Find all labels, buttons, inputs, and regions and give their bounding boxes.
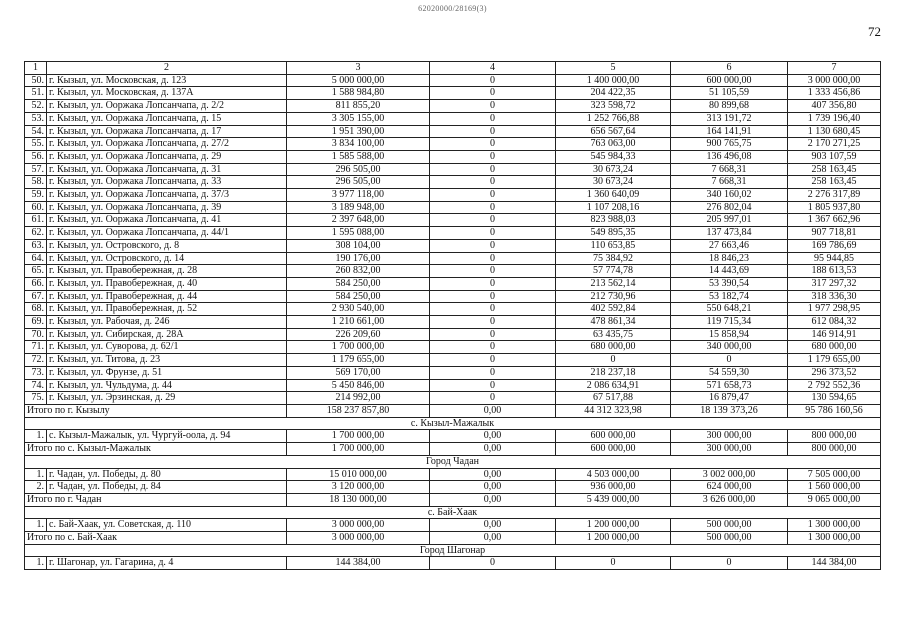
col6-cell: 313 191,72: [671, 112, 788, 125]
col4-cell: 0: [430, 366, 556, 379]
col7-cell: 95 786 160,56: [788, 404, 881, 417]
col6-cell: 624 000,00: [671, 481, 788, 494]
total-cost-cell: 5 450 846,00: [287, 379, 430, 392]
table-row: [25, 379, 881, 392]
section-header-row: [25, 506, 881, 519]
total-cost-cell: 158 237 857,80: [287, 404, 430, 417]
total-cost-cell: 3 834 100,00: [287, 138, 430, 151]
col7-cell: 1 130 680,45: [788, 125, 881, 138]
row-number: 2.: [25, 481, 47, 494]
col4-cell: 0,00: [430, 443, 556, 456]
col5-cell: 63 435,75: [556, 328, 671, 341]
total-row: [25, 404, 881, 417]
col6-cell: 18 846,23: [671, 252, 788, 265]
address-cell: г. Кызыл, ул. Ооржака Лопсанчапа, д. 29: [47, 150, 287, 163]
col4-cell: 0,00: [430, 493, 556, 506]
col7-cell: 1 300 000,00: [788, 519, 881, 532]
col4-cell: 0: [430, 214, 556, 227]
col7-cell: 317 297,32: [788, 277, 881, 290]
col6-cell: 900 765,75: [671, 138, 788, 151]
total-cost-cell: 5 000 000,00: [287, 74, 430, 87]
row-number: 70.: [25, 328, 47, 341]
table-row: [25, 519, 881, 532]
total-cost-cell: 2 397 648,00: [287, 214, 430, 227]
col5-cell: 57 774,78: [556, 265, 671, 278]
address-cell: г. Кызыл, ул. Чульдума, д. 44: [47, 379, 287, 392]
row-number: 53.: [25, 112, 47, 125]
table-row: [25, 252, 881, 265]
col4-cell: 0: [430, 557, 556, 570]
total-cost-cell: 2 930 540,00: [287, 303, 430, 316]
table-row: [25, 125, 881, 138]
total-cost-cell: 811 855,20: [287, 100, 430, 113]
col6-cell: 3 002 000,00: [671, 468, 788, 481]
total-cost-cell: 3 000 000,00: [287, 532, 430, 545]
col6-cell: 18 139 373,26: [671, 404, 788, 417]
table-row: [25, 239, 881, 252]
address-cell: г. Кызыл, ул. Островского, д. 14: [47, 252, 287, 265]
col7-cell: 1 739 196,40: [788, 112, 881, 125]
address-cell: г. Кызыл, ул. Ооржака Лопсанчапа, д. 15: [47, 112, 287, 125]
col7-cell: 7 505 000,00: [788, 468, 881, 481]
address-cell: г. Кызыл, ул. Ооржака Лопсанчапа, д. 2/2: [47, 100, 287, 113]
col7-cell: 903 107,59: [788, 150, 881, 163]
table-row: [25, 87, 881, 100]
col6-cell: 300 000,00: [671, 443, 788, 456]
address-cell: г. Кызыл, ул. Правобережная, д. 52: [47, 303, 287, 316]
col6-cell: 136 496,08: [671, 150, 788, 163]
row-number: 71.: [25, 341, 47, 354]
col6-cell: 51 105,59: [671, 87, 788, 100]
col7-cell: 1 300 000,00: [788, 532, 881, 545]
section-title: с. Бай-Хаак: [25, 506, 881, 519]
col6-cell: 3 626 000,00: [671, 493, 788, 506]
section-header-row: [25, 455, 881, 468]
table-row: [25, 328, 881, 341]
col7-cell: 1 977 298,95: [788, 303, 881, 316]
col5-cell: 402 592,84: [556, 303, 671, 316]
col6-cell: 7 668,31: [671, 163, 788, 176]
col5-cell: 1 400 000,00: [556, 74, 671, 87]
table-row: [25, 392, 881, 405]
col7-cell: 1 805 937,80: [788, 201, 881, 214]
col5-cell: 0: [556, 557, 671, 570]
col6-cell: 550 648,21: [671, 303, 788, 316]
col4-cell: 0: [430, 379, 556, 392]
address-cell: г. Кызыл, ул. Ооржака Лопсанчапа, д. 27/2: [47, 138, 287, 151]
col7-cell: 1 560 000,00: [788, 481, 881, 494]
col5-cell: 204 422,35: [556, 87, 671, 100]
col7-cell: 169 786,69: [788, 239, 881, 252]
col6-cell: 15 858,94: [671, 328, 788, 341]
col4-cell: 0: [430, 150, 556, 163]
total-row: [25, 532, 881, 545]
column-header-4: 4: [430, 62, 556, 75]
col7-cell: 800 000,00: [788, 443, 881, 456]
col7-cell: 907 718,81: [788, 227, 881, 240]
col4-cell: 0: [430, 74, 556, 87]
col5-cell: 545 984,33: [556, 150, 671, 163]
col5-cell: 67 517,88: [556, 392, 671, 405]
table-row: [25, 468, 881, 481]
row-number: 51.: [25, 87, 47, 100]
address-cell: с. Бай-Хаак, ул. Советская, д. 110: [47, 519, 287, 532]
total-cost-cell: 3 120 000,00: [287, 481, 430, 494]
col5-cell: 1 360 640,09: [556, 189, 671, 202]
col4-cell: 0: [430, 392, 556, 405]
row-number: 54.: [25, 125, 47, 138]
row-number: 60.: [25, 201, 47, 214]
total-cost-cell: 214 992,00: [287, 392, 430, 405]
table-row: [25, 150, 881, 163]
col6-cell: 0: [671, 557, 788, 570]
address-cell: г. Кызыл, ул. Островского, д. 8: [47, 239, 287, 252]
col7-cell: 3 000 000,00: [788, 74, 881, 87]
col4-cell: 0,00: [430, 519, 556, 532]
col7-cell: 188 613,53: [788, 265, 881, 278]
col5-cell: 549 895,35: [556, 227, 671, 240]
col6-cell: 205 997,01: [671, 214, 788, 227]
section-header-row: [25, 544, 881, 557]
col5-cell: 110 653,85: [556, 239, 671, 252]
col5-cell: 212 730,96: [556, 290, 671, 303]
column-header-row: [25, 62, 881, 75]
col6-cell: 571 658,73: [671, 379, 788, 392]
total-cost-cell: 15 010 000,00: [287, 468, 430, 481]
row-number: 72.: [25, 354, 47, 367]
col6-cell: 300 000,00: [671, 430, 788, 443]
col5-cell: 2 086 634,91: [556, 379, 671, 392]
col4-cell: 0: [430, 354, 556, 367]
col7-cell: 146 914,91: [788, 328, 881, 341]
col5-cell: 936 000,00: [556, 481, 671, 494]
row-number: 55.: [25, 138, 47, 151]
address-cell: г. Кызыл, ул. Ооржака Лопсанчапа, д. 17: [47, 125, 287, 138]
page-number: 72: [868, 24, 881, 39]
col6-cell: 600 000,00: [671, 74, 788, 87]
col7-cell: 318 336,30: [788, 290, 881, 303]
col7-cell: 2 170 271,25: [788, 138, 881, 151]
address-cell: г. Кызыл, ул. Титова, д. 23: [47, 354, 287, 367]
table-row: [25, 341, 881, 354]
total-cost-cell: 584 250,00: [287, 277, 430, 290]
col7-cell: 2 276 317,89: [788, 189, 881, 202]
total-cost-cell: 144 384,00: [287, 557, 430, 570]
col5-cell: 763 063,00: [556, 138, 671, 151]
col7-cell: 258 163,45: [788, 176, 881, 189]
total-cost-cell: 1 700 000,00: [287, 430, 430, 443]
col4-cell: 0: [430, 341, 556, 354]
total-cost-cell: 1 951 390,00: [287, 125, 430, 138]
table-row: [25, 265, 881, 278]
col5-cell: 75 384,92: [556, 252, 671, 265]
total-cost-cell: 1 700 000,00: [287, 341, 430, 354]
total-cost-cell: 3 305 155,00: [287, 112, 430, 125]
document-header-code: 62020000/28169(3): [418, 4, 487, 13]
col4-cell: 0: [430, 176, 556, 189]
col7-cell: 95 944,85: [788, 252, 881, 265]
row-number: 67.: [25, 290, 47, 303]
address-cell: г. Кызыл, ул. Ооржака Лопсанчапа, д. 33: [47, 176, 287, 189]
total-cost-cell: 260 832,00: [287, 265, 430, 278]
row-number: 1.: [25, 519, 47, 532]
total-cost-cell: 308 104,00: [287, 239, 430, 252]
section-header-row: [25, 417, 881, 430]
col5-cell: 1 200 000,00: [556, 519, 671, 532]
col5-cell: 323 598,72: [556, 100, 671, 113]
col6-cell: 7 668,31: [671, 176, 788, 189]
total-cost-cell: 226 209,60: [287, 328, 430, 341]
col4-cell: 0: [430, 201, 556, 214]
row-number: 73.: [25, 366, 47, 379]
address-cell: г. Кызыл, ул. Рабочая, д. 246: [47, 316, 287, 329]
total-cost-cell: 1 210 661,00: [287, 316, 430, 329]
column-header-1: 1: [25, 62, 47, 75]
col4-cell: 0: [430, 277, 556, 290]
col5-cell: 823 988,03: [556, 214, 671, 227]
table-row: [25, 74, 881, 87]
column-header-5: 5: [556, 62, 671, 75]
col7-cell: 800 000,00: [788, 430, 881, 443]
col6-cell: 14 443,69: [671, 265, 788, 278]
col4-cell: 0: [430, 138, 556, 151]
total-row: [25, 493, 881, 506]
col5-cell: 30 673,24: [556, 176, 671, 189]
housing-repair-table: [24, 61, 881, 570]
col6-cell: 500 000,00: [671, 532, 788, 545]
col5-cell: 478 861,34: [556, 316, 671, 329]
total-cost-cell: 584 250,00: [287, 290, 430, 303]
address-cell: г. Кызыл, ул. Ооржака Лопсанчапа, д. 41: [47, 214, 287, 227]
col4-cell: 0: [430, 316, 556, 329]
row-number: 68.: [25, 303, 47, 316]
row-number: 59.: [25, 189, 47, 202]
total-cost-cell: 296 505,00: [287, 163, 430, 176]
section-title: с. Кызыл-Мажалык: [25, 417, 881, 430]
table-row: [25, 277, 881, 290]
col5-cell: 44 312 323,98: [556, 404, 671, 417]
col4-cell: 0: [430, 112, 556, 125]
row-number: 69.: [25, 316, 47, 329]
table-row: [25, 354, 881, 367]
address-cell: г. Кызыл, ул. Сибирская, д. 28А: [47, 328, 287, 341]
address-cell: с. Кызыл-Мажалык, ул. Чургуй-оола, д. 94: [47, 430, 287, 443]
address-cell: г. Кызыл, ул. Фрунзе, д. 51: [47, 366, 287, 379]
row-number: 62.: [25, 227, 47, 240]
col7-cell: 407 356,80: [788, 100, 881, 113]
address-cell: г. Кызыл, ул. Правобережная, д. 44: [47, 290, 287, 303]
col5-cell: 0: [556, 354, 671, 367]
col6-cell: 54 559,30: [671, 366, 788, 379]
col7-cell: 296 373,52: [788, 366, 881, 379]
address-cell: г. Кызыл, ул. Ооржака Лопсанчапа, д. 44/1: [47, 227, 287, 240]
table-row: [25, 316, 881, 329]
row-number: 74.: [25, 379, 47, 392]
address-cell: г. Чадан, ул. Победы, д. 80: [47, 468, 287, 481]
col4-cell: 0: [430, 265, 556, 278]
address-cell: г. Кызыл, ул. Правобережная, д. 28: [47, 265, 287, 278]
address-cell: г. Кызыл, ул. Московская, д. 123: [47, 74, 287, 87]
col6-cell: 276 802,04: [671, 201, 788, 214]
row-number: 50.: [25, 74, 47, 87]
col5-cell: 600 000,00: [556, 430, 671, 443]
total-cost-cell: 3 977 118,00: [287, 189, 430, 202]
col7-cell: 1 179 655,00: [788, 354, 881, 367]
address-cell: г. Кызыл, ул. Ооржака Лопсанчапа, д. 39: [47, 201, 287, 214]
table-row: [25, 227, 881, 240]
col4-cell: 0: [430, 303, 556, 316]
row-number: 1.: [25, 430, 47, 443]
col4-cell: 0,00: [430, 481, 556, 494]
col4-cell: 0: [430, 163, 556, 176]
total-label: Итого по г. Чадан: [25, 493, 287, 506]
address-cell: г. Кызыл, ул. Ооржака Лопсанчапа, д. 31: [47, 163, 287, 176]
table-row: [25, 557, 881, 570]
section-title: Город Чадан: [25, 455, 881, 468]
table-row: [25, 189, 881, 202]
row-number: 61.: [25, 214, 47, 227]
col6-cell: 340 000,00: [671, 341, 788, 354]
section-title: Город Шагонар: [25, 544, 881, 557]
column-header-6: 6: [671, 62, 788, 75]
col5-cell: 1 200 000,00: [556, 532, 671, 545]
col5-cell: 4 503 000,00: [556, 468, 671, 481]
row-number: 56.: [25, 150, 47, 163]
total-label: Итого по с. Бай-Хаак: [25, 532, 287, 545]
col6-cell: 53 390,54: [671, 277, 788, 290]
col7-cell: 144 384,00: [788, 557, 881, 570]
total-label: Итого по г. Кызылу: [25, 404, 287, 417]
table-row: [25, 201, 881, 214]
row-number: 1.: [25, 557, 47, 570]
row-number: 66.: [25, 277, 47, 290]
total-cost-cell: 1 585 588,00: [287, 150, 430, 163]
col5-cell: 600 000,00: [556, 443, 671, 456]
table-row: [25, 366, 881, 379]
col6-cell: 164 141,91: [671, 125, 788, 138]
total-cost-cell: 569 170,00: [287, 366, 430, 379]
total-label: Итого по с. Кызыл-Мажалык: [25, 443, 287, 456]
col5-cell: 1 107 208,16: [556, 201, 671, 214]
col4-cell: 0: [430, 125, 556, 138]
total-cost-cell: 190 176,00: [287, 252, 430, 265]
col7-cell: 130 594,65: [788, 392, 881, 405]
col6-cell: 53 182,74: [671, 290, 788, 303]
col7-cell: 680 000,00: [788, 341, 881, 354]
total-cost-cell: 18 130 000,00: [287, 493, 430, 506]
col7-cell: 1 333 456,86: [788, 87, 881, 100]
total-cost-cell: 1 588 984,80: [287, 87, 430, 100]
row-number: 65.: [25, 265, 47, 278]
table-row: [25, 112, 881, 125]
table-row: [25, 430, 881, 443]
total-cost-cell: 1 179 655,00: [287, 354, 430, 367]
total-cost-cell: 3 000 000,00: [287, 519, 430, 532]
col5-cell: 30 673,24: [556, 163, 671, 176]
row-number: 57.: [25, 163, 47, 176]
col6-cell: 0: [671, 354, 788, 367]
col6-cell: 137 473,84: [671, 227, 788, 240]
col4-cell: 0: [430, 328, 556, 341]
table-row: [25, 163, 881, 176]
total-cost-cell: 3 189 948,00: [287, 201, 430, 214]
col5-cell: 680 000,00: [556, 341, 671, 354]
column-header-3: 3: [287, 62, 430, 75]
row-number: 64.: [25, 252, 47, 265]
col6-cell: 500 000,00: [671, 519, 788, 532]
col6-cell: 80 899,68: [671, 100, 788, 113]
table-row: [25, 176, 881, 189]
col4-cell: 0: [430, 239, 556, 252]
row-number: 58.: [25, 176, 47, 189]
col4-cell: 0: [430, 189, 556, 202]
address-cell: г. Чадан, ул. Победы, д. 84: [47, 481, 287, 494]
col4-cell: 0: [430, 252, 556, 265]
row-number: 75.: [25, 392, 47, 405]
col5-cell: 656 567,64: [556, 125, 671, 138]
col6-cell: 27 663,46: [671, 239, 788, 252]
col4-cell: 0,00: [430, 468, 556, 481]
row-number: 1.: [25, 468, 47, 481]
col7-cell: 2 792 552,36: [788, 379, 881, 392]
table-row: [25, 481, 881, 494]
col4-cell: 0: [430, 227, 556, 240]
col7-cell: 1 367 662,96: [788, 214, 881, 227]
row-number: 52.: [25, 100, 47, 113]
col5-cell: 213 562,14: [556, 277, 671, 290]
address-cell: г. Кызыл, ул. Суворова, д. 62/1: [47, 341, 287, 354]
column-header-2: 2: [47, 62, 287, 75]
col7-cell: 612 084,32: [788, 316, 881, 329]
col7-cell: 258 163,45: [788, 163, 881, 176]
total-cost-cell: 1 595 088,00: [287, 227, 430, 240]
table-row: [25, 100, 881, 113]
col4-cell: 0,00: [430, 404, 556, 417]
table-row: [25, 290, 881, 303]
col5-cell: 1 252 766,88: [556, 112, 671, 125]
col4-cell: 0: [430, 290, 556, 303]
col6-cell: 119 715,34: [671, 316, 788, 329]
col5-cell: 5 439 000,00: [556, 493, 671, 506]
col4-cell: 0: [430, 87, 556, 100]
address-cell: г. Шагонар, ул. Гагарина, д. 4: [47, 557, 287, 570]
total-cost-cell: 1 700 000,00: [287, 443, 430, 456]
table-row: [25, 303, 881, 316]
col4-cell: 0,00: [430, 532, 556, 545]
address-cell: г. Кызыл, ул. Ооржака Лопсанчапа, д. 37/3: [47, 189, 287, 202]
column-header-7: 7: [788, 62, 881, 75]
col6-cell: 16 879,47: [671, 392, 788, 405]
table-row: [25, 214, 881, 227]
address-cell: г. Кызыл, ул. Эрзинская, д. 29: [47, 392, 287, 405]
table-row: [25, 138, 881, 151]
col4-cell: 0: [430, 100, 556, 113]
row-number: 63.: [25, 239, 47, 252]
total-row: [25, 443, 881, 456]
col4-cell: 0,00: [430, 430, 556, 443]
col7-cell: 9 065 000,00: [788, 493, 881, 506]
address-cell: г. Кызыл, ул. Московская, д. 137А: [47, 87, 287, 100]
address-cell: г. Кызыл, ул. Правобережная, д. 40: [47, 277, 287, 290]
col5-cell: 218 237,18: [556, 366, 671, 379]
total-cost-cell: 296 505,00: [287, 176, 430, 189]
col6-cell: 340 160,02: [671, 189, 788, 202]
